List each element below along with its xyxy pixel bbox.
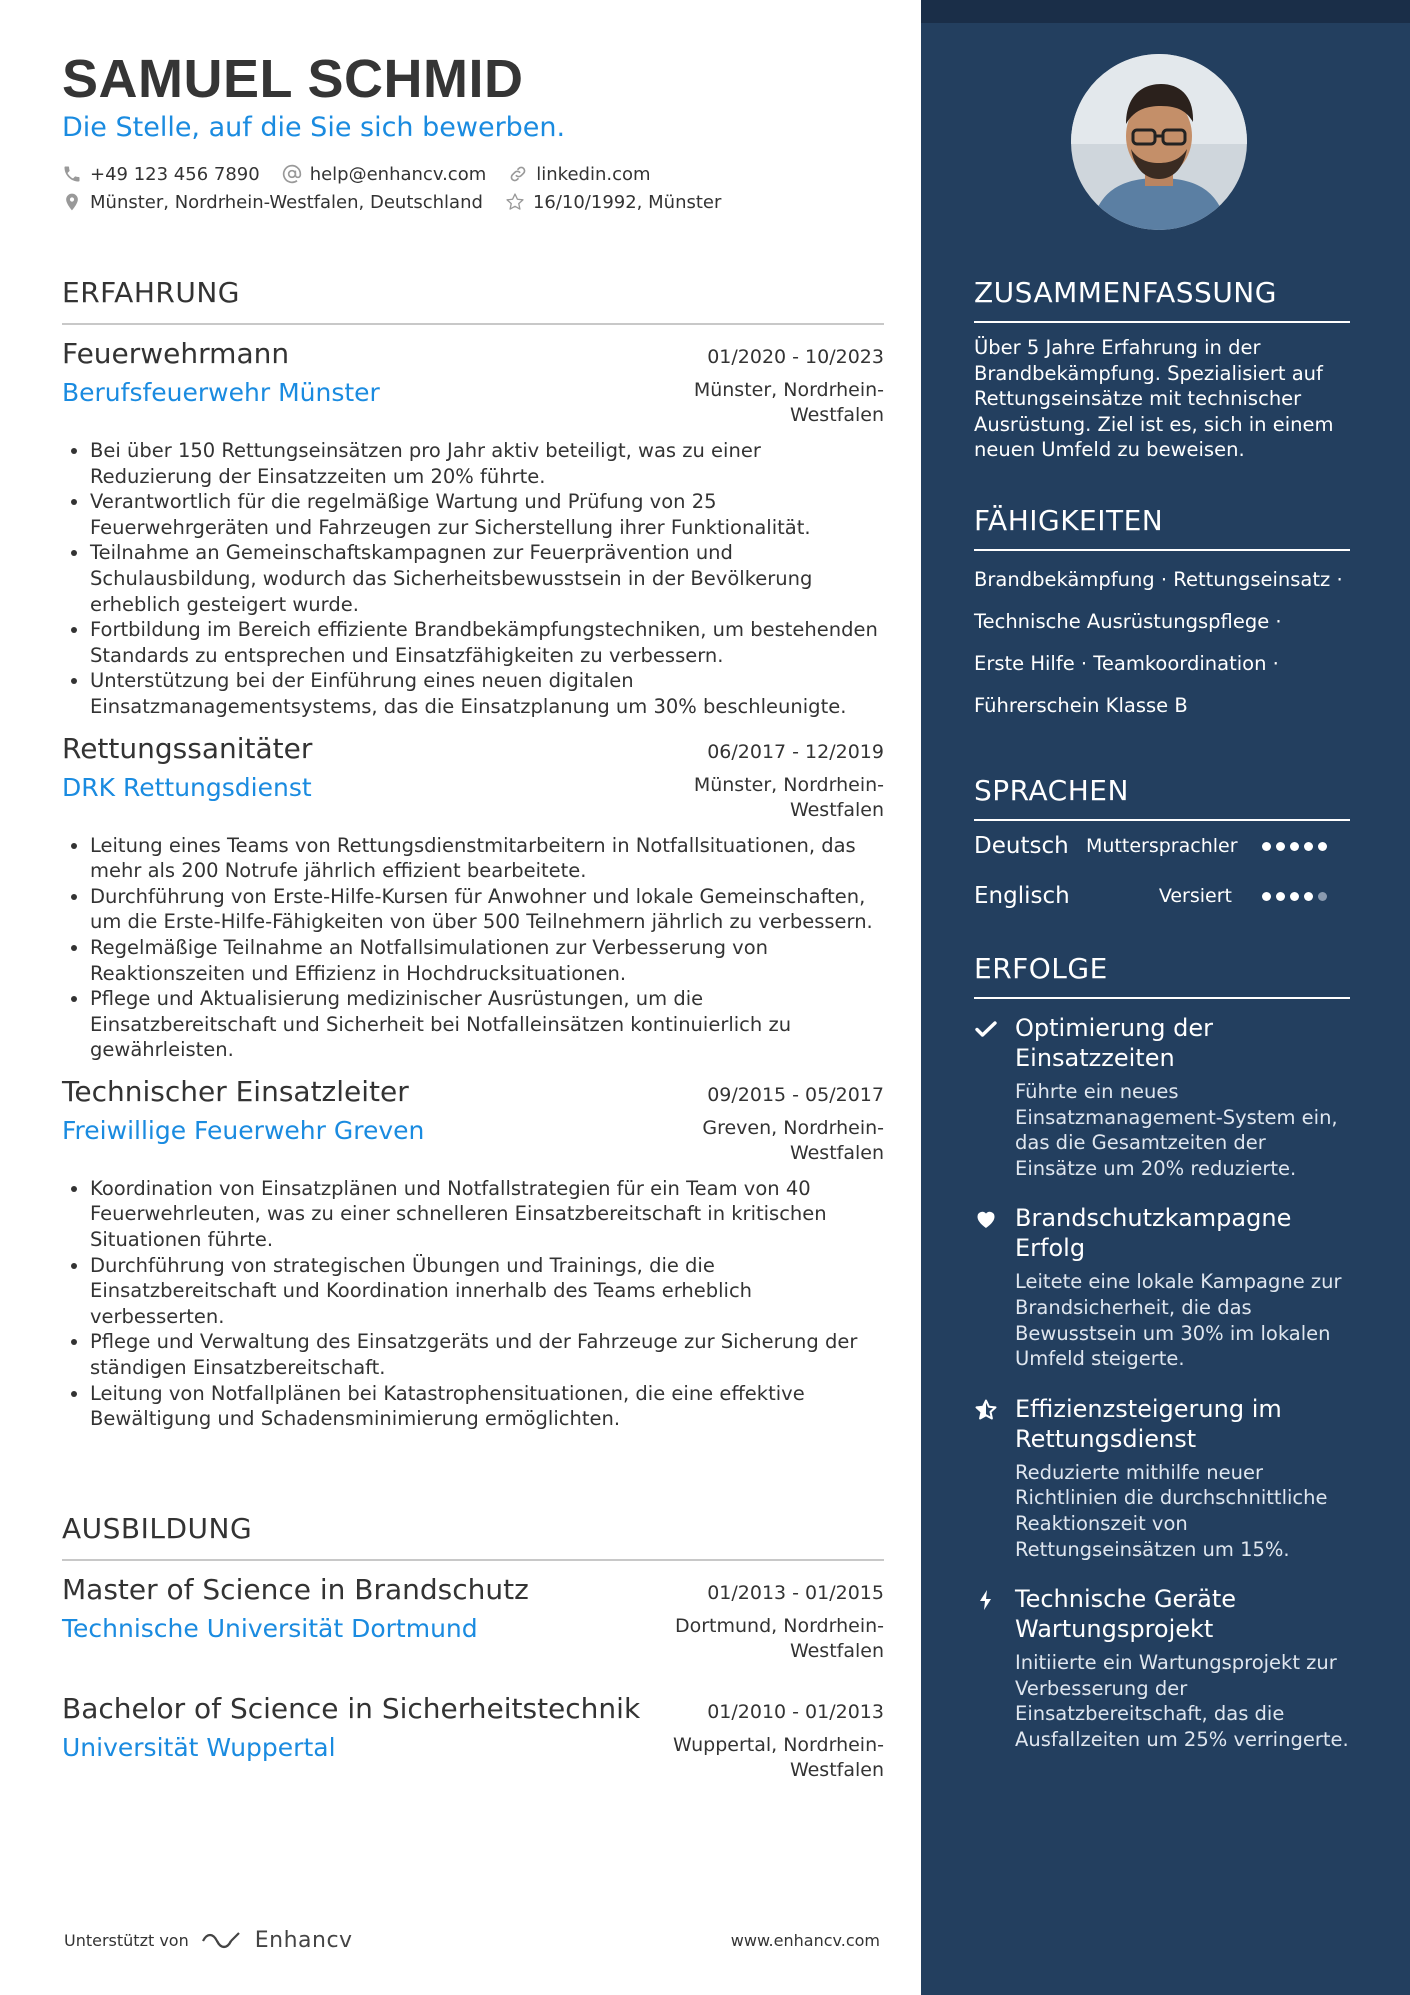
languages-section (974, 774, 1350, 921)
bullet-item: • Verantwortlich für die regelmäßige Wartung und Prüfung von 25 Feuerwehrgeräten und Fahrzeugen zur Sicherstellung ihrer Funktionalität. (90, 489, 884, 540)
bullet-item: • Pflege und Verwaltung des Einsatzgeräts und der Fahrzeuge zur Sicherung der ständigen Einsatzbereitschaft. (90, 1329, 884, 1380)
rating-dot-empty (1318, 892, 1327, 901)
job-location: Münster, Nordrhein-Westfalen (693, 379, 884, 426)
achievement-item (974, 1584, 1350, 1752)
job-dates: 09/2015 - 05/2017 (707, 1083, 884, 1106)
at-icon (282, 164, 302, 184)
education-section (62, 1512, 884, 1783)
phone-contact[interactable] (62, 164, 260, 185)
phone-text: +49 123 456 7890 (90, 163, 260, 185)
achievement-title: Optimierung der Einsatzzeiten (1015, 1014, 1214, 1072)
achievement-title: Effizienzsteigerung im Rettungsdienst (1015, 1394, 1282, 1453)
powered-by-text: Unterstützt von (64, 1931, 189, 1950)
school-location: Dortmund, Nordrhein-Westfalen (674, 1615, 884, 1662)
job-bullets (62, 833, 884, 1063)
skills-line: Brandbekämpfung · Rettungseinsatz · (974, 568, 1343, 591)
employer: Berufsfeuerwehr Münster (62, 378, 380, 407)
experience-heading: ERFAHRUNG (62, 276, 884, 325)
bullet-item: • Leitung von Notfallplänen bei Katastrophensituationen, die eine effektive Bewältigung und Schadensminimierung ermöglichten. (90, 1381, 884, 1432)
brand-name: Enhancv (254, 1928, 353, 1953)
skills-heading: FÄHIGKEITEN (974, 504, 1350, 551)
location-text: Münster, Nordrhein-Westfalen, Deutschland (90, 191, 483, 213)
bullet-item: • Koordination von Einsatzplänen und Notfallstrategien für ein Team von 40 Feuerwehrleuten, was zu einer schnelleren Einsatzbereitschaft in kritischen Situationen führte. (90, 1176, 884, 1253)
phone-icon (62, 164, 82, 184)
rating-dot-filled (1276, 892, 1285, 901)
star-icon (974, 1398, 998, 1422)
education-dates: 01/2010 - 01/2013 (707, 1701, 884, 1723)
achievements-heading: ERFOLGE (974, 952, 1350, 999)
linkedin-contact[interactable] (508, 164, 650, 185)
location-contact (62, 192, 483, 213)
job-role: Rettungssanitäter (62, 731, 313, 765)
bullet-item: • Unterstützung bei der Einführung eines neuen digitalen Einsatzmanagementsystems, das die Einsatzplanung um 30% beschleunigte. (90, 668, 884, 719)
rating-dot-filled (1318, 842, 1327, 851)
experience-section (62, 276, 884, 1432)
contact-info (62, 160, 743, 216)
experience-entry (62, 337, 884, 720)
skills-list (974, 559, 1350, 727)
language-name: Englisch (974, 883, 1070, 909)
enhancv-logo-icon (199, 1929, 245, 1953)
education-heading: AUSBILDUNG (62, 1512, 884, 1561)
rating-dot-filled (1304, 842, 1313, 851)
language-rating (1262, 842, 1327, 851)
summary-section (974, 276, 1350, 463)
education-dates: 01/2013 - 01/2015 (707, 1582, 884, 1604)
job-role: Technischer Einsatzleiter (62, 1074, 409, 1108)
email-text: help@enhancv.com (309, 163, 487, 185)
language-level: Versiert (1158, 885, 1232, 907)
achievements-section (974, 952, 1350, 1753)
school: Technische Universität Dortmund (62, 1614, 478, 1643)
heart-icon (974, 1207, 998, 1231)
job-dates: 06/2017 - 12/2019 (707, 740, 884, 763)
bolt-icon (974, 1588, 998, 1612)
experience-entry (62, 732, 884, 1063)
school: Universität Wuppertal (62, 1733, 336, 1762)
job-role: Feuerwehrmann (62, 337, 290, 370)
avatar-icon (1071, 54, 1247, 230)
link-icon (508, 164, 528, 184)
rating-dot-filled (1304, 892, 1313, 901)
rating-dot-filled (1262, 892, 1271, 901)
skills-line: Technische Ausrüstungspflege · (974, 610, 1282, 633)
education-entry (62, 1573, 884, 1664)
bullet-item: • Teilnahme an Gemeinschaftskampagnen zur Feuerprävention und Schulausbildung, wodurch das Sicherheitsbewusstsein in der Bevölkerung erheblich gesteigert wurde. (90, 540, 884, 617)
achievement-desc: Leitete eine lokale Kampagne zur Brandsicherheit, die das Bewusstsein um 30% im lokalen Umfeld steigerte. (1015, 1270, 1342, 1371)
degree: Bachelor of Science in Sicherheitstechnik (62, 1692, 641, 1725)
sidebar (921, 0, 1410, 1995)
linkedin-text: linkedin.com (536, 163, 651, 185)
bullet-item: • Fortbildung im Bereich effiziente Brandbekämpfungstechniken, um bestehenden Standards zu entsprechen und Einsatzfähigkeiten zu verbessern. (90, 617, 884, 668)
achievement-title: Technische Geräte Wartungsprojekt (1015, 1585, 1237, 1644)
rating-dot-filled (1290, 842, 1299, 851)
job-dates: 01/2020 - 10/2023 (707, 346, 884, 368)
language-item (974, 821, 1350, 871)
achievement-item (974, 1394, 1350, 1562)
location-pin-icon (62, 192, 82, 212)
skills-line: Erste Hilfe · Teamkoordination · (974, 652, 1279, 675)
job-bullets (62, 438, 884, 720)
job-location: Greven, Nordrhein-Westfalen (702, 1116, 884, 1164)
check-icon (974, 1017, 998, 1041)
sidebar-top-band (921, 0, 1410, 23)
bullet-item: • Durchführung von strategischen Übungen und Trainings, die die Einsatzbereitschaft und Koordination innerhalb des Teams erheblich verbesserten. (90, 1253, 884, 1330)
footer (64, 1928, 880, 1953)
rating-dot-filled (1262, 842, 1271, 851)
bullet-item: • Pflege und Aktualisierung medizinischer Ausrüstungen, um die Einsatzbereitschaft und Sicherheit bei Notfalleinsätzen kontinuierlich zu gewährleisten. (90, 986, 884, 1063)
skills-section (974, 504, 1350, 727)
website-link[interactable]: www.enhancv.com (730, 1931, 880, 1950)
rating-dot-filled (1276, 842, 1285, 851)
candidate-name: SAMUEL SCHMID (62, 49, 524, 109)
achievement-desc: Reduzierte mithilfe neuer Richtlinien die durchschnittliche Reaktionszeit von Rettungseinsätzen um 15%. (1015, 1460, 1328, 1561)
bullet-item: • Durchführung von Erste-Hilfe-Kursen für Anwohner und lokale Gemeinschaften, um die Erste-Hilfe-Fähigkeiten von über 500 Teilnehmern jährlich zu verbessern. (90, 884, 884, 935)
job-title: Die Stelle, auf die Sie sich bewerben. (62, 112, 566, 143)
education-entry (62, 1692, 884, 1783)
achievement-desc: Initiierte ein Wartungsprojekt zur Verbesserung der Einsatzbereitschaft, das die Ausfallzeiten um 25% verringerte. (1015, 1651, 1349, 1751)
skills-line: Führerschein Klasse B (974, 694, 1188, 717)
school-location: Wuppertal, Nordrhein-Westfalen (673, 1734, 884, 1781)
profile-photo (1071, 54, 1247, 230)
powered-by (64, 1928, 353, 1953)
bullet-item: • Leitung eines Teams von Rettungsdienstmitarbeitern in Notfallsituationen, das mehr als 200 Notrufe jährlich effizient bearbeitete. (90, 833, 884, 884)
achievement-item (974, 1013, 1350, 1181)
star-outline-icon (505, 192, 525, 212)
achievement-title: Brandschutzkampagne Erfolg (1015, 1204, 1292, 1263)
degree: Master of Science in Brandschutz (62, 1573, 529, 1606)
summary-heading: ZUSAMMENFASSUNG (974, 276, 1350, 323)
language-item (974, 871, 1350, 921)
achievement-desc: Führte ein neues Einsatzmanagement-System ein, das die Gesamtzeiten der Einsätze um 20% reduzierte. (1015, 1080, 1338, 1180)
job-bullets (62, 1176, 884, 1432)
achievement-item (974, 1203, 1350, 1371)
language-name: Deutsch (974, 833, 1069, 859)
language-level: Muttersprachler (1086, 835, 1238, 857)
employer: Freiwillige Feuerwehr Greven (62, 1115, 425, 1145)
birth-text: 16/10/1992, Münster (532, 191, 722, 213)
summary-text: Über 5 Jahre Erfahrung in der Brandbekämpfung. Spezialisiert auf Rettungseinsätze mit technischer Ausrüstung. Ziel ist es, sich in einem neuen Umfeld zu beweisen. (974, 336, 1334, 462)
rating-dot-filled (1290, 892, 1299, 901)
experience-entry (62, 1075, 884, 1432)
birth-info (505, 192, 721, 213)
employer: DRK Rettungsdienst (62, 772, 312, 802)
email-contact[interactable] (282, 164, 487, 185)
languages-heading: SPRACHEN (974, 774, 1350, 821)
language-rating (1262, 892, 1327, 901)
job-location: Münster, Nordrhein-Westfalen (693, 773, 884, 821)
bullet-item: • Bei über 150 Rettungseinsätzen pro Jahr aktiv beteiligt, was zu einer Reduzierung der Einsatzzeiten um 20% führte. (90, 438, 884, 489)
bullet-item: • Regelmäßige Teilnahme an Notfallsimulationen zur Verbesserung von Reaktionszeiten und Effizienz in Hochdrucksituationen. (90, 935, 884, 986)
